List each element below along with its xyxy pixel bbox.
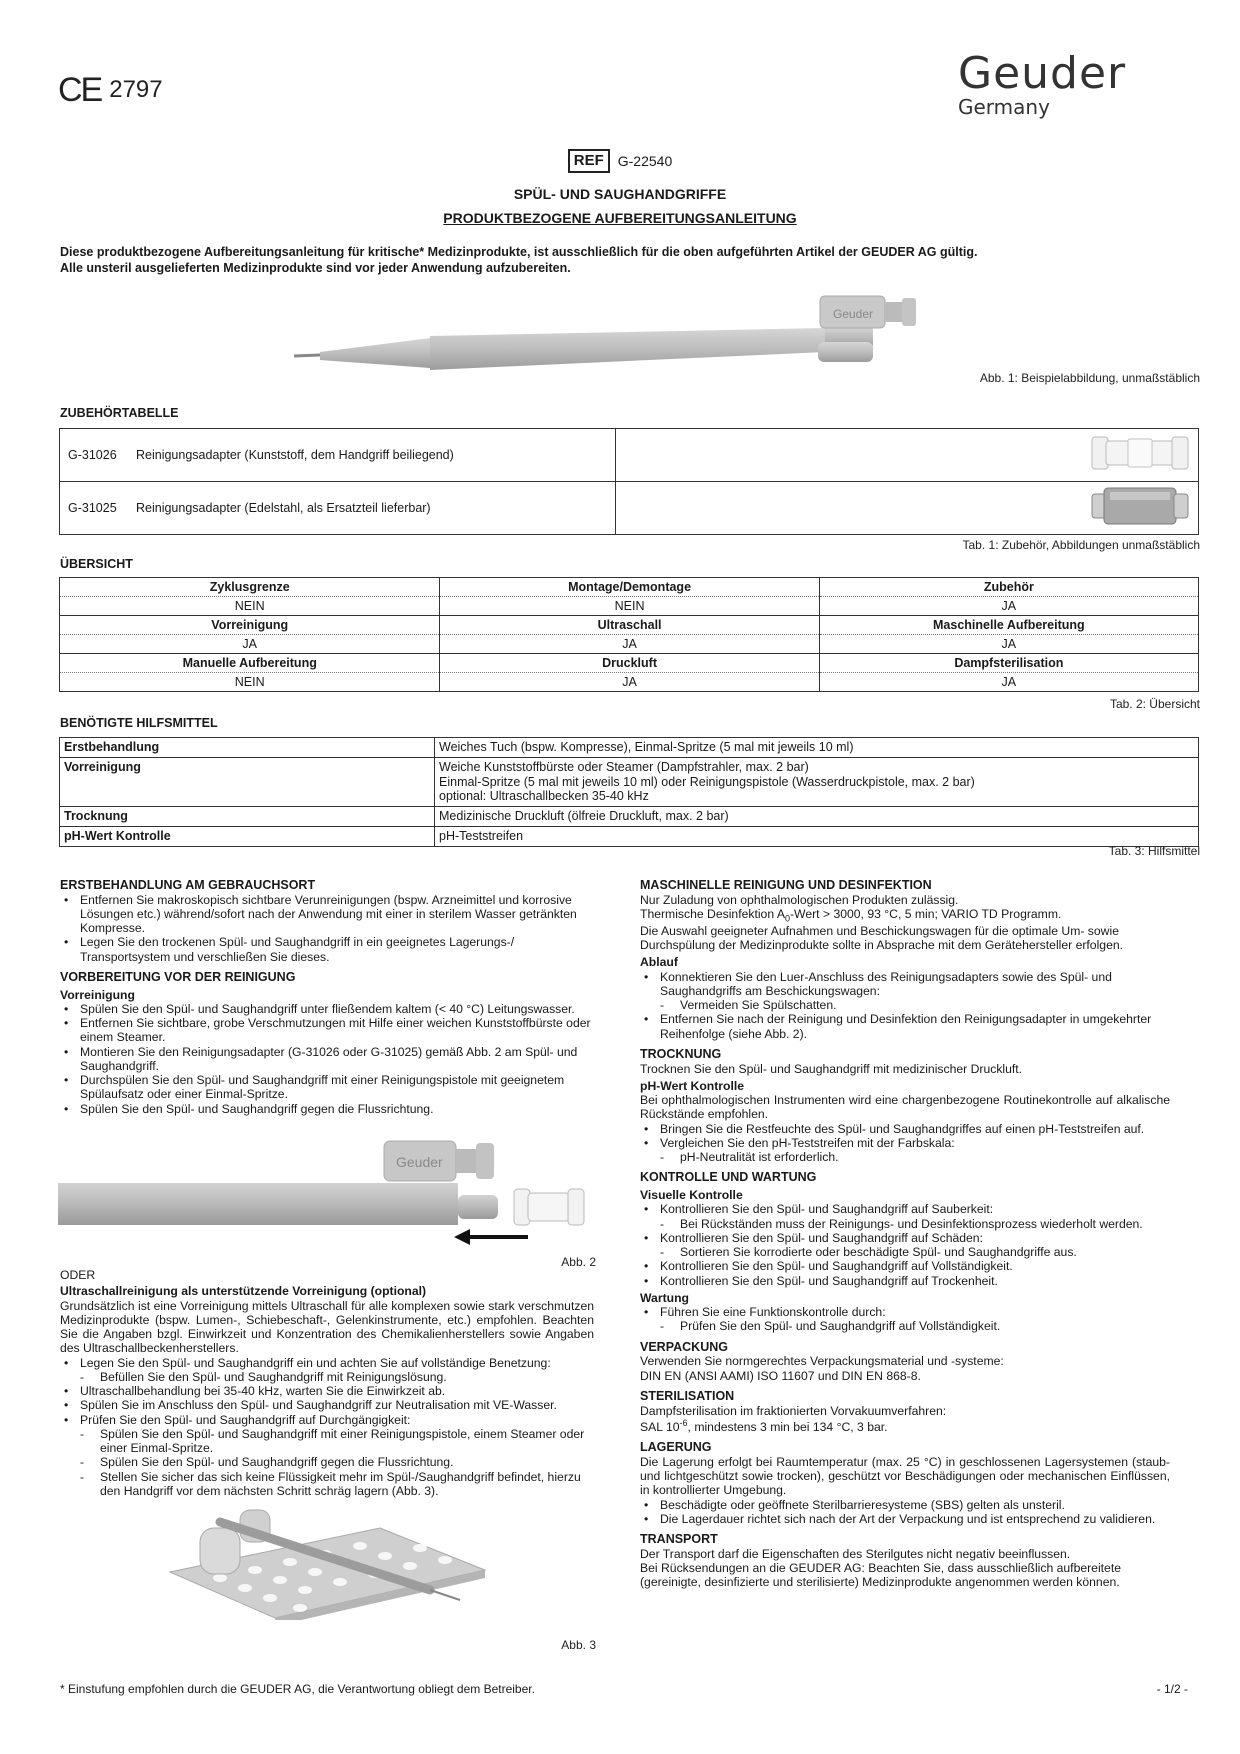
paragraph: Trocknen Sie den Spül- und Saughandgriff mit medizinischer Druckluft. xyxy=(640,1061,1023,1076)
aids-line: optional: Ultraschallbecken 35-40 kHz xyxy=(439,789,649,804)
aids-table xyxy=(59,737,1199,847)
bullet-list xyxy=(60,1002,594,1116)
bullet-list xyxy=(640,1122,1170,1165)
intro-line-2: Alle unsteril ausgelieferten Medizinprodukte sind vor jeder Anwendung aufzubereiten. xyxy=(60,261,571,276)
table-row xyxy=(60,807,1199,827)
list-item: • Entfernen Sie makroskopisch sichtbare Verunreinigungen (bspw. Arzneimittel und korrosive Lösungen etc.) während/sofort nach der Anwendung mit einer in sterilem Wasser getränkten Kompresse. xyxy=(60,893,594,936)
adapter-mounting-illustration xyxy=(58,1135,598,1247)
overview-value: JA xyxy=(440,635,819,654)
subsection-title: pH-Wert Kontrolle xyxy=(640,1078,745,1093)
overview-table xyxy=(59,577,1199,692)
table-row xyxy=(60,429,1199,482)
list-item: • Kontrollieren Sie den Spül- und Saughandgriff auf Trockenheit. xyxy=(640,1274,1170,1288)
list-item: • Spülen Sie den Spül- und Saughandgriff gegen die Flussrichtung. xyxy=(60,1102,594,1116)
overview-value: JA xyxy=(819,597,1198,616)
accessory-code: G-31025 xyxy=(68,500,117,515)
bullet-list xyxy=(640,1498,1170,1527)
accessory-desc: Reinigungsadapter (Kunststoff, dem Handgriff beiliegend) xyxy=(136,447,454,462)
overview-heading: ÜBERSICHT xyxy=(60,557,133,571)
aids-label: Erstbehandlung xyxy=(60,738,435,758)
paragraph: Grundsätzlich ist eine Vorreinigung mittels Ultraschall für alle komplexen sowie stark verschmutzen Medizinprodukte (bspw. Lumen-, Schiebeschaft-, Gelenkinstrumente, etc.) empfohlen. Beachten Sie die Angaben bzgl. Einwirkzeit und Konzentration des Chemikalienherstellers sowie Angaben des Ultraschallbeckenherstellers. xyxy=(60,1298,594,1356)
document-subtitle: PRODUKTBEZOGENE AUFBEREITUNGSANLEITUNG xyxy=(443,210,797,226)
bullet-list xyxy=(60,893,594,964)
text-span: -6 xyxy=(679,1417,688,1428)
fig1-brand-engraving: Geuder xyxy=(833,307,874,321)
overview-label: Zubehör xyxy=(819,578,1198,597)
table-row xyxy=(60,654,1199,673)
list-item: • Legen Sie den Spül- und Saughandgriff ein und achten Sie auf vollständige Benetzung: xyxy=(60,1356,594,1370)
overview-label: Montage/Demontage xyxy=(440,578,819,597)
accessory-cell xyxy=(60,429,616,482)
list-subitem: - Sortieren Sie korrodierte oder beschädigte Spül- und Saughandgriffe aus. xyxy=(640,1245,1170,1259)
list-item: • Kontrollieren Sie den Spül- und Saughandgriff auf Sauberkeit: xyxy=(640,1202,1170,1216)
overview-value: JA xyxy=(60,635,440,654)
list-item: • Beschädigte oder geöffnete Sterilbarrieresysteme (SBS) gelten als unsteril. xyxy=(640,1498,1170,1512)
overview-label: Manuelle Aufbereitung xyxy=(60,654,440,673)
page-number: - 1/2 - xyxy=(1156,1682,1188,1696)
aids-line: Weiches Tuch (bspw. Kompresse), Einmal-Spritze (5 mal mit jeweils 10 ml) xyxy=(439,740,854,754)
paragraph: Der Transport darf die Eigenschaften des Sterilgutes nicht negativ beeinflussen. xyxy=(640,1546,1071,1561)
aids-line: Medizinische Druckluft (ölfreie Druckluft, max. 2 bar) xyxy=(439,809,729,823)
brand-name: Geuder xyxy=(958,48,1127,99)
text-span: Thermische Desinfektion A xyxy=(640,906,785,921)
table-row xyxy=(60,738,1199,758)
table-row xyxy=(60,597,1199,616)
fig1-caption: Abb. 1: Beispielabbildung, unmaßstäblich xyxy=(979,371,1200,385)
left-column xyxy=(60,878,594,1116)
list-item: • Entfernen Sie sichtbare, grobe Verschmutzungen mit Hilfe einer weichen Kunststoffbürste oder einem Steamer. xyxy=(60,1016,594,1045)
section-title: VERPACKUNG xyxy=(640,1339,728,1354)
accessory-cell xyxy=(60,482,616,535)
subsection-title: Vorreinigung xyxy=(60,987,135,1002)
list-subitem: - Spülen Sie den Spül- und Saughandgriff gegen die Flussrichtung. xyxy=(60,1455,594,1469)
list-item: • Die Lagerdauer richtet sich nach der Art der Verpackung und ist entsprechend zu validieren. xyxy=(640,1512,1170,1526)
bullet-list xyxy=(640,970,1170,1041)
list-subitem: - Befüllen Sie den Spül- und Saughandgriff mit Reinigungslösung. xyxy=(60,1370,594,1384)
subsection-title: Visuelle Kontrolle xyxy=(640,1188,743,1203)
fig2-caption: Abb. 2 xyxy=(561,1255,596,1269)
paragraph: Die Lagerung erfolgt bei Raumtemperatur (max. 25 °C) in geschlossenen Lagersystemen (staub- und lichtgeschützt sowie trocken), geschützt vor Beschädigungen oder mechanischen Einflüssen, in kontrollierter Umgebung. xyxy=(640,1454,1170,1498)
bullet-list xyxy=(640,1305,1170,1334)
accessory-caption: Tab. 1: Zubehör, Abbildungen unmaßstäblich xyxy=(962,538,1200,552)
list-item: • Vergleichen Sie den pH-Teststreifen mit der Farbskala: xyxy=(640,1136,1170,1150)
aids-caption: Tab. 3: Hilfsmittel xyxy=(1108,844,1200,858)
overview-label: Dampfsterilisation xyxy=(819,654,1198,673)
table-row xyxy=(60,757,1199,806)
list-item: • Spülen Sie den Spül- und Saughandgriff unter fließendem kaltem (< 40 °C) Leitungswasser. xyxy=(60,1002,594,1016)
handpiece-illustration xyxy=(290,290,950,380)
aids-value xyxy=(435,757,1199,806)
accessory-image-cell xyxy=(616,429,1199,482)
paragraph: Die Auswahl geeigneter Aufnahmen und Beschickungswagen für die optimale Um- sowie Durchspülung der Medizinprodukte sollte in Absprache mit dem Gerätehersteller erfolgen. xyxy=(640,923,1124,953)
aids-line: Einmal-Spritze (5 mal mit jeweils 10 ml) oder Reinigungspistole (Wasserdruckpistole, max. 2 bar) xyxy=(439,774,975,789)
list-item: • Prüfen Sie den Spül- und Saughandgriff auf Durchgängigkeit: xyxy=(60,1413,594,1427)
table-row xyxy=(60,482,1199,535)
list-item: • Entfernen Sie nach der Reinigung und Desinfektion den Reinigungsadapter in umgekehrter Reihenfolge (siehe Abb. 2). xyxy=(640,1012,1170,1041)
section-title: KONTROLLE UND WARTUNG xyxy=(640,1170,817,1185)
drying-rack-illustration xyxy=(160,1500,490,1620)
paragraph: Dampfsterilisation im fraktionierten Vorvakuumverfahren: xyxy=(640,1403,947,1418)
paragraph: DIN EN (ANSI AAMI) ISO 11607 und DIN EN 868-8. xyxy=(640,1368,921,1383)
company-logo xyxy=(958,48,1188,120)
text-span: -Wert > 3000, 93 °C, 5 min; VARIO TD Programm. xyxy=(789,906,1062,921)
left-column-lower xyxy=(60,1268,594,1498)
paragraph: Bei Rücksendungen an die GEUDER AG: Beachten Sie, dass ausschließlich aufbereitete (gereinigte, desinfizierte und sterilisierte) Medizinprodukte angenommen werden können. xyxy=(640,1560,1122,1590)
aids-heading: BENÖTIGTE HILFSMITTEL xyxy=(60,716,218,730)
footnote: * Einstufung empfohlen durch die GEUDER AG, die Verantwortung obliegt dem Betreiber. xyxy=(60,1682,535,1696)
paragraph xyxy=(640,1418,1170,1434)
subsection-title: Ultraschallreinigung als unterstützende Vorreinigung (optional) xyxy=(60,1284,427,1299)
ref-symbol: REF xyxy=(568,149,610,173)
list-subitem: - Stellen Sie sicher das sich keine Flüssigkeit mehr im Spül-/Saughandgriff befindet, hierzu den Handgriff vor dem nächsten Schritt schräg lagern (Abb. 3). xyxy=(60,1470,594,1499)
list-item: • Spülen Sie im Anschluss den Spül- und Saughandgriff zur Neutralisation mit VE-Wasser. xyxy=(60,1398,594,1412)
section-title: STERILISATION xyxy=(640,1388,735,1403)
notified-body-number: 2797 xyxy=(109,75,163,103)
aids-label: Vorreinigung xyxy=(60,757,435,806)
paragraph xyxy=(640,907,1170,924)
overview-label: Ultraschall xyxy=(440,616,819,635)
brand-country: Germany xyxy=(958,94,1050,119)
overview-value: NEIN xyxy=(60,673,440,692)
list-item: • Konnektieren Sie den Luer-Anschluss des Reinigungsadapters sowie des Spül- und Saughandgriffs am Beschickungswagen: xyxy=(640,970,1170,999)
section-title: ERSTBEHANDLUNG AM GEBRAUCHSORT xyxy=(60,878,316,892)
list-subitem: - pH-Neutralität ist erforderlich. xyxy=(640,1150,1170,1164)
aids-label: Trocknung xyxy=(60,807,435,827)
overview-value: JA xyxy=(819,673,1198,692)
list-item: • Montieren Sie den Reinigungsadapter (G-31026 oder G-31025) gemäß Abb. 2 am Spül- und Saughandgriff. xyxy=(60,1045,594,1074)
overview-label: Vorreinigung xyxy=(60,616,440,635)
subsection-title: Wartung xyxy=(640,1290,689,1305)
intro-text xyxy=(60,244,1200,277)
list-item: • Kontrollieren Sie den Spül- und Saughandgriff auf Schäden: xyxy=(640,1231,1170,1245)
overview-value: NEIN xyxy=(60,597,440,616)
accessory-code: G-31026 xyxy=(68,447,117,462)
overview-label: Zyklusgrenze xyxy=(60,578,440,597)
list-item: • Legen Sie den trockenen Spül- und Saughandgriff in ein geeignetes Lagerungs-/ Transportsystem und verschließen Sie dieses. xyxy=(60,935,594,964)
section-title: VORBEREITUNG VOR DER REINIGUNG xyxy=(60,969,296,984)
text-span: 0 xyxy=(784,913,790,924)
list-item: • Ultraschallbehandlung bei 35-40 kHz, warten Sie die Einwirkzeit ab. xyxy=(60,1384,594,1398)
text-span: SAL 10 xyxy=(640,1419,680,1434)
list-subitem: - Bei Rückständen muss der Reinigungs- und Desinfektionsprozess wiederholt werden. xyxy=(640,1217,1170,1231)
aids-value xyxy=(435,738,1199,758)
fig2-brand-engraving: Geuder xyxy=(396,1154,443,1170)
ref-line xyxy=(0,149,1240,173)
document-title: SPÜL- UND SAUGHANDGRIFFE xyxy=(513,186,727,202)
overview-value: JA xyxy=(440,673,819,692)
steel-adapter-image xyxy=(1090,484,1190,528)
right-column xyxy=(640,878,1170,1589)
intro-line-1: Diese produktbezogene Aufbereitungsanleitung für kritische* Medizinprodukte, ist ausschließlich für die oben aufgeführten Artikel der GEUDER AG gültig. xyxy=(60,245,978,259)
section-title: MASCHINELLE REINIGUNG UND DESINFEKTION xyxy=(640,878,932,892)
paragraph: Bei ophthalmologischen Instrumenten wird eine chargenbezogene Routinekontrolle auf alkalische Rückstände empfohlen. xyxy=(640,1093,1170,1122)
accessory-heading: ZUBEHÖRTABELLE xyxy=(60,406,179,420)
accessory-image-cell xyxy=(616,482,1199,535)
overview-label: Maschinelle Aufbereitung xyxy=(819,616,1198,635)
oder-label: ODER xyxy=(60,1268,96,1282)
paragraph: Nur Zuladung von ophthalmologischen Produkten zulässig. xyxy=(640,892,959,907)
paragraph: Verwenden Sie normgerechtes Verpackungsmaterial und -systeme: xyxy=(640,1354,1004,1369)
list-item: • Durchspülen Sie den Spül- und Saughandgriff mit einer Reinigungspistole mit geeignetem Spülaufsatz oder einer Einmal-Spritze. xyxy=(60,1073,594,1102)
table-row xyxy=(60,673,1199,692)
ref-number: G-22540 xyxy=(617,152,673,169)
bullet-list xyxy=(640,1202,1170,1288)
accessory-desc: Reinigungsadapter (Edelstahl, als Ersatzteil lieferbar) xyxy=(136,500,431,515)
plastic-adapter-image xyxy=(1090,431,1190,475)
table-row xyxy=(60,635,1199,654)
list-item: • Bringen Sie die Restfeuchte des Spül- und Saughandgriffes auf einen pH-Teststreifen auf. xyxy=(640,1122,1170,1136)
aids-line: pH-Teststreifen xyxy=(439,828,524,843)
list-subitem: - Vermeiden Sie Spülschatten. xyxy=(640,998,1170,1012)
fig3-caption: Abb. 3 xyxy=(561,1638,596,1652)
list-subitem: - Spülen Sie den Spül- und Saughandgriff mit einer Reinigungspistole, einem Steamer oder einer Einmal-Spritze. xyxy=(60,1427,594,1456)
ce-mark xyxy=(58,70,163,110)
aids-value xyxy=(435,807,1199,827)
list-item: • Führen Sie eine Funktionskontrolle durch: xyxy=(640,1305,1170,1319)
list-subitem: - Prüfen Sie den Spül- und Saughandgriff auf Vollständigkeit. xyxy=(640,1319,1170,1333)
overview-value: NEIN xyxy=(440,597,819,616)
aids-line: Weiche Kunststoffbürste oder Steamer (Dampfstrahler, max. 2 bar) xyxy=(439,759,809,774)
aids-label: pH-Wert Kontrolle xyxy=(60,826,435,846)
bullet-list xyxy=(60,1356,594,1499)
section-title: TROCKNUNG xyxy=(640,1046,722,1061)
subsection-title: Ablauf xyxy=(640,955,678,970)
overview-caption: Tab. 2: Übersicht xyxy=(1109,697,1200,711)
table-row xyxy=(60,616,1199,635)
overview-value: JA xyxy=(819,635,1198,654)
text-span: , mindestens 3 min bei 134 °C, 3 bar. xyxy=(687,1419,888,1434)
ce-logo: CE xyxy=(58,71,102,109)
table-row xyxy=(60,578,1199,597)
accessory-table xyxy=(59,428,1199,535)
section-title: LAGERUNG xyxy=(640,1440,712,1455)
section-title: TRANSPORT xyxy=(640,1532,718,1547)
overview-label: Druckluft xyxy=(440,654,819,673)
list-item: • Kontrollieren Sie den Spül- und Saughandgriff auf Vollständigkeit. xyxy=(640,1259,1170,1273)
